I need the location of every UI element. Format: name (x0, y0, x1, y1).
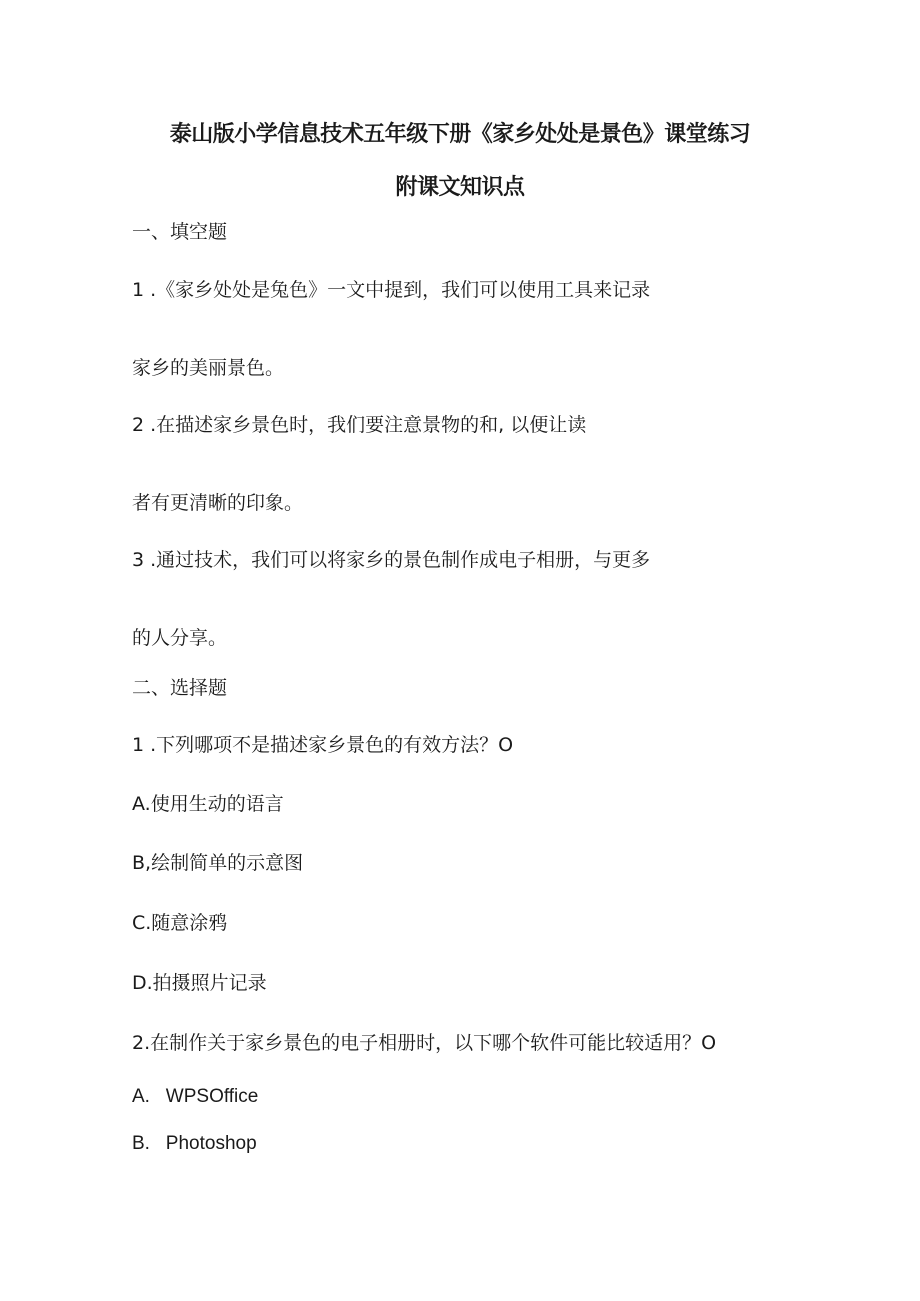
section-heading-fill-blank: 一、填空题 (132, 221, 228, 243)
choice-option: B,绘制简单的示意图 (132, 852, 304, 874)
fill-blank-question-1: 1 .《家乡处处是兔色》一文中提到，我们可以使用工具来记录 (132, 279, 651, 301)
choice-option: D.拍摄照片记录 (132, 972, 267, 994)
fill-blank-question-3-continued: 的人分享。 (132, 627, 228, 649)
fill-blank-question-2-continued: 者有更清晰的印象。 (132, 492, 304, 514)
fill-blank-question-2: 2 .在描述家乡景色时，我们要注意景物的和, 以便让读 (132, 414, 587, 436)
choice-question-2: 2.在制作关于家乡景色的电子相册时，以下哪个软件可能比较适用？O (132, 1032, 717, 1054)
document-title: 泰山版小学信息技术五年级下册《家乡处处是景色》课堂练习 (169, 122, 751, 147)
choice-option: A. WPSOffice (132, 1086, 259, 1107)
choice-option: B. Photoshop (132, 1133, 257, 1154)
choice-option: C.随意涂鸦 (132, 912, 228, 934)
choice-question-1: 1 .下列哪项不是描述家乡景色的有效方法？O (132, 734, 514, 756)
choice-option: A.使用生动的语言 (132, 793, 284, 815)
section-heading-multiple-choice: 二、选择题 (132, 677, 228, 699)
document-subtitle: 附课文知识点 (395, 175, 525, 200)
fill-blank-question-1-continued: 家乡的美丽景色。 (132, 357, 285, 379)
fill-blank-question-3: 3 .通过技术，我们可以将家乡的景色制作成电子相册，与更多 (132, 549, 651, 571)
